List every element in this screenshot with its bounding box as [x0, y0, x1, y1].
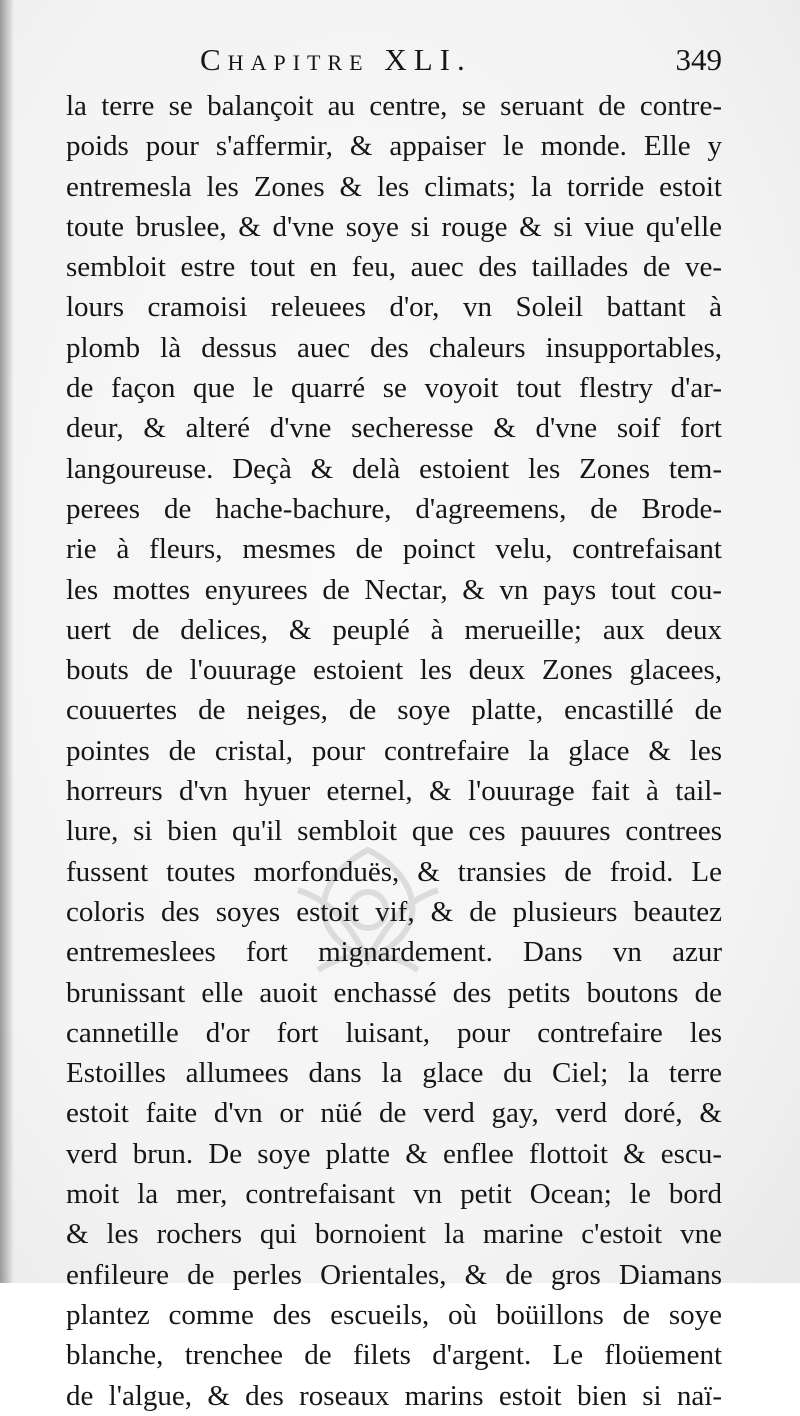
text-line: de façon que le quarré se voyoit tout flestry d'ar-	[66, 372, 722, 405]
text-line: sembloit estre tout en feu, auec des taillades de ve-	[66, 251, 722, 284]
text-line: poids pour s'affermir, & appaiser le monde. Elle y	[66, 130, 722, 163]
body-text	[66, 86, 722, 1416]
text-line: toute bruslee, & d'vne soye si rouge & si viue qu'elle	[66, 210, 722, 243]
text-line: verd brun. De soye platte & enflee flottoit & escu-	[66, 1137, 722, 1170]
text-line: lours cramoisi releuees d'or, vn Soleil battant à	[66, 291, 722, 324]
text-line: uert de delices, & peuplé à merueille; aux deux	[66, 613, 722, 646]
text-line: estoit faite d'vn or nüé de verd gay, verd doré, &	[66, 1097, 722, 1130]
text-line: blanche, trenchee de filets d'argent. Le floüement	[66, 1339, 722, 1372]
text-line: plomb là dessus auec des chaleurs insupportables,	[66, 331, 722, 364]
text-line: bouts de l'ouurage estoient les deux Zones glacees,	[66, 654, 722, 687]
text-line: brunissant elle auoit enchassé des petits boutons de	[66, 976, 722, 1009]
text-line: lure, si bien qu'il sembloit que ces pauures contrees	[66, 815, 722, 848]
text-line: entremeslees fort mignardement. Dans vn azur	[66, 936, 722, 969]
text-line: moit la mer, contrefaisant vn petit Ocean; le bord	[66, 1178, 722, 1211]
text-line: perees de hache-bachure, d'agreemens, de Brode-	[66, 492, 722, 525]
spine-shadow	[0, 0, 14, 1283]
page-number: 349	[675, 42, 722, 77]
text-line: coloris des soyes estoit vif, & de plusieurs beautez	[66, 895, 722, 928]
text-line: langoureuse. Deçà & delà estoient les Zones tem-	[66, 452, 722, 485]
text-line: cannetille d'or fort luisant, pour contrefaire les	[66, 1016, 722, 1049]
text-line: pointes de cristal, pour contrefaire la glace & les	[66, 734, 722, 767]
text-line: horreurs d'vn hyuer eternel, & l'ouurage fait à tail-	[66, 775, 722, 808]
text-line: enfileure de perles Orientales, & de gros Diamans	[66, 1258, 722, 1291]
text-line: couuertes de neiges, de soye platte, encastillé de	[66, 694, 722, 727]
text-line: rie à fleurs, mesmes de poinct velu, contrefaisant	[66, 533, 722, 566]
text-line: entremesla les Zones & les climats; la torride estoit	[66, 170, 722, 203]
text-line: les mottes enyurees de Nectar, & vn pays tout cou-	[66, 573, 722, 606]
text-line: Estoilles allumees dans la glace du Ciel; la terre	[66, 1057, 722, 1090]
text-line: de l'algue, & des roseaux marins estoit bien si naï-	[66, 1379, 722, 1412]
text-line: deur, & alteré d'vne secheresse & d'vne soif fort	[66, 412, 722, 445]
text-line: plantez comme des escueils, où boüillons de soye	[66, 1298, 722, 1331]
text-line: & les rochers qui bornoient la marine c'estoit vne	[66, 1218, 722, 1251]
text-line: la terre se balançoit au centre, se seruant de contre-	[66, 90, 722, 122]
running-head: Chapitre XLI.	[200, 42, 472, 77]
text-line: fussent toutes morfonduës, & transies de froid. Le	[66, 855, 722, 888]
